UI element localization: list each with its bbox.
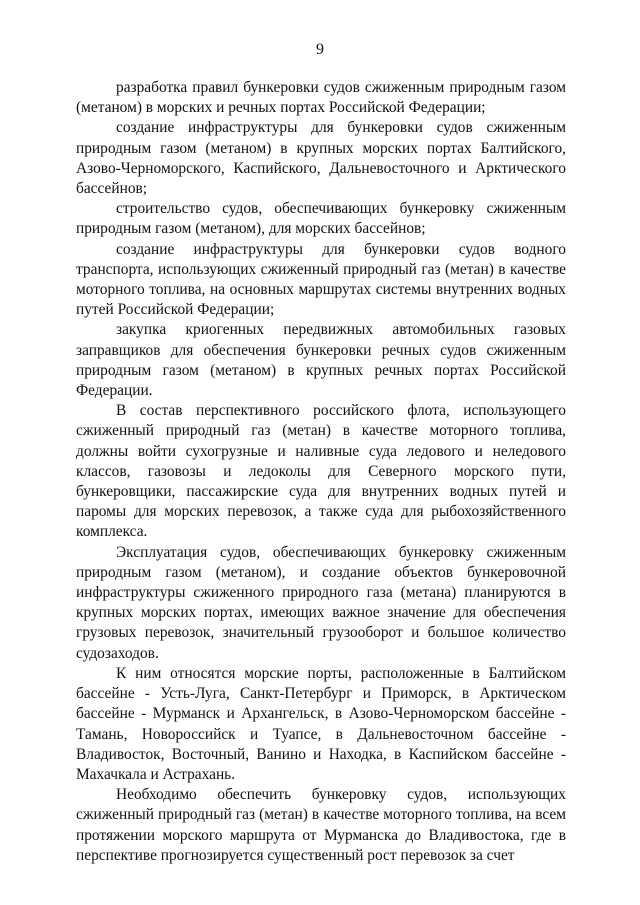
paragraph-bunkering-operations: Эксплуатация судов, обеспечивающих бункеровку сжиженным природным газом (метаном), и создание объектов бункеровочной инфраструктуры сжиженного природного газа (метана) планируются в крупных морских портах, имеющих важное значение для обеспечения грузовых перевозок, значительный грузооборот и большое количество судозаходов. xyxy=(76,543,566,662)
paragraph-inland-waterway-infrastructure: создание инфраструктуры для бункеровки судов водного транспорта, использующих сжиженный природный газ (метан) в качестве моторного топлива, на основных маршрутах системы внутренних водных путей Российской Федерации; xyxy=(76,240,566,319)
paragraph-future-fleet: В состав перспективного российского флота, использующего сжиженный природный газ (метан) в качестве моторного топлива, должны войти сухогрузные и наливные суда ледового и неледового классов, газовозы и ледоколы для Северного морского пути, бункеровщики, пассажирские суда для внутренних водных путей и паромы для морских перевозок, а также суда для рыбохозяйственного комплекса. xyxy=(76,402,566,541)
paragraph-sea-port-infrastructure: создание инфраструктуры для бункеровки судов сжиженным природным газом (метаном) в крупных морских портах Балтийского, Азово-Черноморского, Каспийского, Дальневосточного и Арктического бассейнов; xyxy=(76,119,566,198)
body-text xyxy=(76,78,566,866)
paragraph-bunker-vessel-construction: строительство судов, обеспечивающих бункеровку сжиженным природным газом (метаном), для морских бассейнов; xyxy=(76,200,566,238)
paragraph-lng-bunkering-rules: разработка правил бункеровки судов сжиженным природным газом (метаном) в морских и речных портах Российской Федерации; xyxy=(76,79,566,117)
paragraph-sea-ports-list: К ним относятся морские порты, расположенные в Балтийском бассейне - Усть-Луга, Санкт-Петербург и Приморск, в Арктическом бассейне - Мурманск и Архангельск, в Азово-Черноморском бассейне - Тамань, Новороссийск и Туапсе, в Дальневосточном бассейне - Владивосток, Восточный, Ванино и Находка, в Каспийском бассейне - Махачкала и Астрахань. xyxy=(76,664,566,783)
paragraph-murmansk-vladivostok-route: Необходимо обеспечить бункеровку судов, использующих сжиженный природный газ (метан) в качестве моторного топлива, на всем протяжении морского маршрута от Мурманска до Владивостока, где в перспективе прогнозируется существенный рост перевозок за счет xyxy=(76,786,566,864)
page-number: 9 xyxy=(316,41,324,58)
paragraph-cryogenic-fuelers: закупка криогенных передвижных автомобильных газовых заправщиков для обеспечения бункеровки речных судов сжиженным природным газом (метаном) в крупных речных портах Российской Федерации. xyxy=(76,321,566,400)
